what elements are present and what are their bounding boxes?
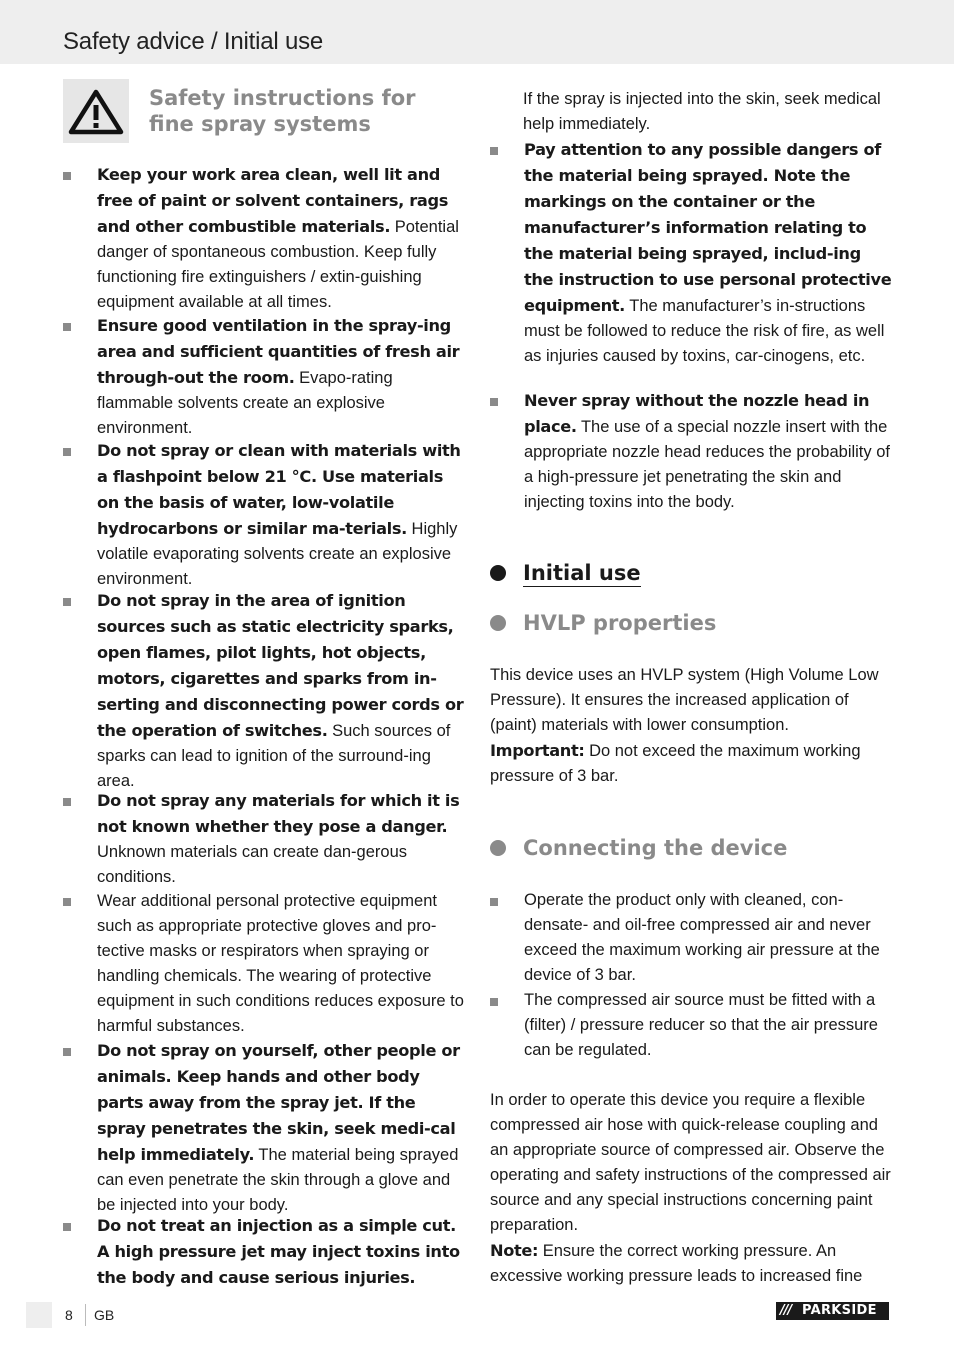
list-item: Do not spray on yourself, other people or animals. Keep hands and other body parts away from the spray jet. If the spray penetrates the skin, seek medi-cal help immediately. The material being sprayed can even penetrate the skin through a glove and be injected into your body.	[63, 1038, 467, 1218]
footer-tab	[26, 1302, 52, 1328]
list-item: Pay attention to any possible dangers of the material being sprayed. Note the markings on the container or the manufacturer’s information relating to the material being sprayed, includ-ing the instruction to use personal protective equipment. The manufacturer’s in-structions must be followed to reduce the risk of fire, as well as injuries caused by toxins, car-cinogens, etc.	[490, 137, 895, 369]
list-item: Do not spray any materials for which it is not known whether they pose a danger. Unknown materials can create dan-gerous conditions.	[63, 788, 467, 890]
warning-box	[63, 79, 129, 143]
connecting-paragraph: In order to operate this device you require a flexible compressed air hose with quick-release coupling and an appropriate source of compressed air. Observe the operating and safety instructions of the compressed air source and any special instructions concerning paint preparation. Note: Ensure the correct working pressure. An excessive working pressure leads to increased fine	[490, 1091, 891, 1285]
list-item: Never spray without the nozzle head in place. The use of a special nozzle insert with the appropriate nozzle head reduces the probability of a high-pressure jet penetrating the skin and injecting toxins into the body.	[490, 388, 895, 515]
hvlp-heading: HVLP properties	[490, 608, 716, 638]
parkside-logo: /// PARKSIDE	[776, 1302, 889, 1320]
page-number: 8	[65, 1307, 73, 1323]
initial-use-heading: Initial use	[490, 558, 641, 588]
connecting-heading: Connecting the device	[490, 833, 787, 863]
list-item: Wear additional personal protective equipment such as appropriate protective gloves and pro-tective masks or respirators when spraying or handling chemicals. The wearing of protective equipment in such conditions reduces exposure to harmful substances.	[63, 888, 467, 1039]
footer-divider	[85, 1304, 86, 1326]
hvlp-paragraph: This device uses an HVLP system (High Volume Low Pressure). It ensures the increased application of (paint) materials with lower consumption. Important: Do not exceed the maximum working pressure of 3 bar.	[490, 666, 879, 785]
list-item: Do not spray or clean with materials with a flashpoint below 21 °C. Use materials on the basis of water, low-volatile hydrocarbons or similar ma-terials. Highly volatile evaporating solvents create an explosive environment.	[63, 438, 467, 592]
list-item: Keep your work area clean, well lit and free of paint or solvent containers, rags and other combustible materials. Potential danger of spontaneous combustion. Keep fully functioning fire extinguishers / extin-guishing equipment available at all times.	[63, 162, 467, 315]
page-header	[0, 0, 954, 64]
list-item: Do not spray in the area of ignition sources such as static electricity sparks, open flames, pilot lights, hot objects, motors, cigarettes and sparks from in-serting and disconnecting power cords or the operation of switches. Such sources of sparks can lead to ignition of the surround-ing area.	[63, 588, 467, 794]
important-label: Important:	[490, 741, 585, 760]
list-item: Do not treat an injection as a simple cut. A high pressure jet may inject toxins into the body and cause serious injuries.	[63, 1213, 467, 1291]
list-item: Ensure good ventilation in the spray-ing area and sufficient quantities of fresh air through-out the room. Evapo-rating flammable solvents create an explosive environment.	[63, 313, 467, 441]
list-item: Operate the product only with cleaned, con-densate- and oil-free compressed air and never exceed the maximum working air pressure at the device of 3 bar.	[490, 888, 895, 988]
note-label: Note:	[490, 1241, 539, 1260]
page-title: Safety advice / Initial use	[63, 28, 324, 55]
language-code: GB	[94, 1307, 115, 1323]
safety-section-title: Safety instructions for fine spray systems	[149, 86, 416, 136]
warning-icon	[63, 79, 129, 143]
list-item-continuation: If the spray is injected into the skin, seek medical help immediately.	[523, 90, 881, 133]
list-item: The compressed air source must be fitted with a (filter) / pressure reducer so that the air pressure can be regulated.	[490, 988, 895, 1063]
